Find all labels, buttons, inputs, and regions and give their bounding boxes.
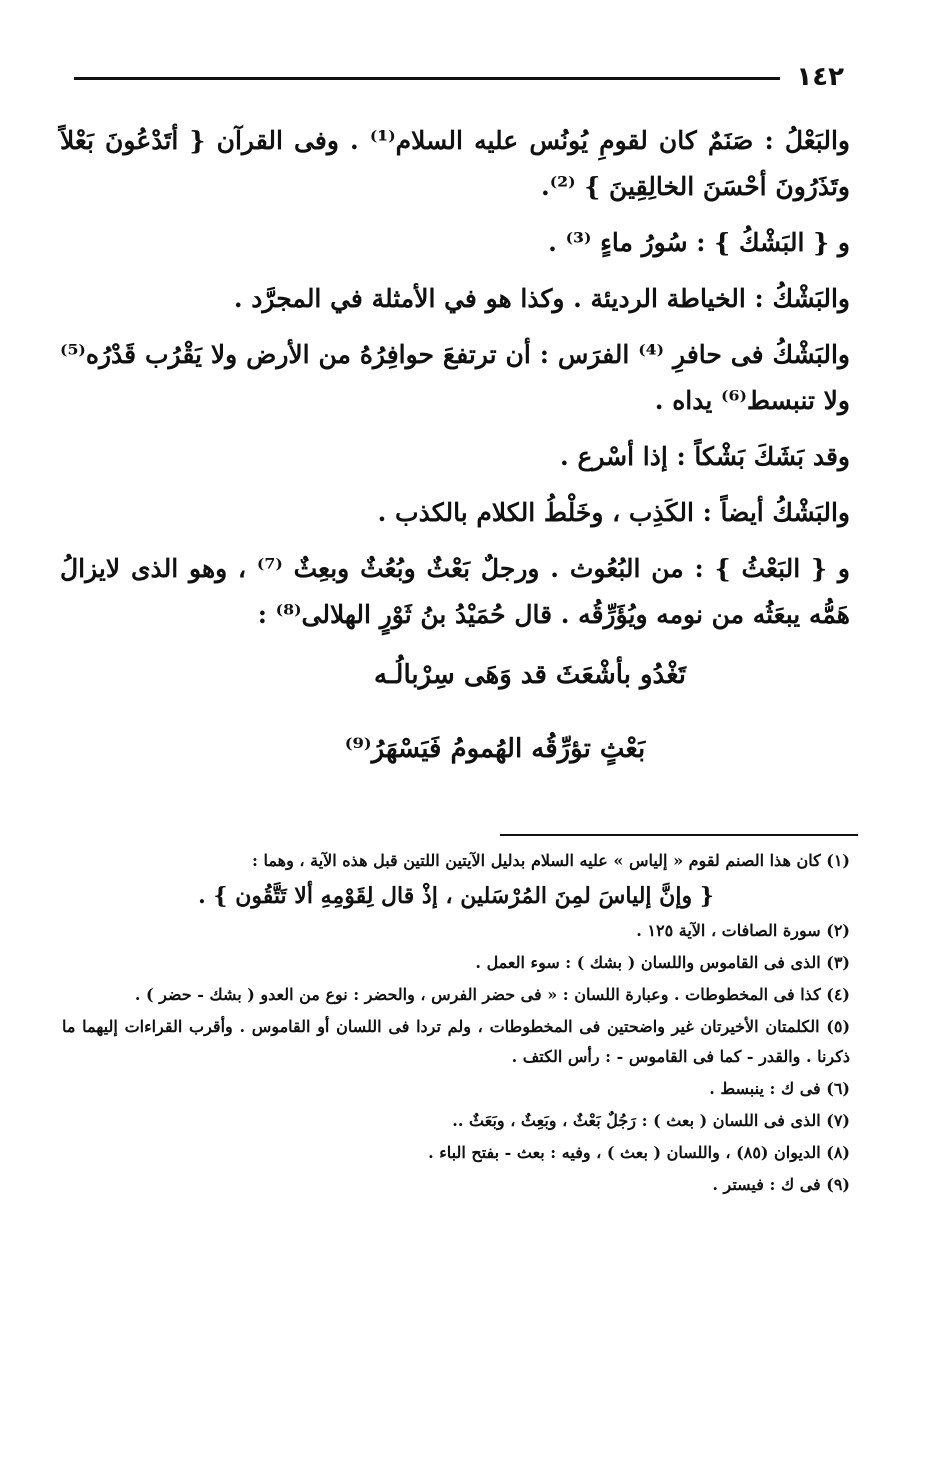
footnote-3: (٣) الذى فى القاموس واللسان ( بشك ) : سوء العمل .: [475, 953, 850, 972]
footnote-8: (٨) الديوان (٨٥) ، واللسان ( بعث ) ، وفيه : بعث - بفتح الباء .: [428, 1143, 850, 1162]
main-text: [60, 118, 850, 794]
paragraph-bashk-hoof: والبَشْكُ فى حافرِ ⁽⁴⁾ الفرَس : أن ترتفعَ حوافِرُهُ من الأرض ولا يَقْرُب قَدْرُه⁽⁵⁾ ولا تنبسط⁽⁶⁾ يداه .: [60, 340, 851, 415]
header-rule: [74, 77, 780, 80]
footnote-5: (٥) الكلمتان الأخيرتان غير واضحتين فى المخطوطات ، ولم تردا فى اللسان أو القاموس . وأقرب القراءات إليهما ما ذكرنا . والقدر - كما فى القاموس - : رأس الكتف .: [62, 1017, 851, 1066]
footnote-7: (٧) الذى فى اللسان ( بعث ) : رَجُلٌ بَعْثٌ ، وبَعِثٌ ، وبَعَثٌ ..: [452, 1111, 850, 1130]
paragraph-baath: و { البَعْثُ } : من البُعُوث . ورجلٌ بَعْثٌ وبُعُثٌ وبعِثٌ ⁽⁷⁾ ، وهو الذى لايزالُ هَمُّه يبعَثُه من نومه ويُؤَرِّقُه . قال حُمَيْدُ بنُ ثَوْرٍ الهلالى⁽⁸⁾ :: [60, 554, 850, 629]
verse-line-2: بَعْثٍ تؤرِّقُه الهُمومُ فَيَسْهَرُ⁽⁹⁾: [344, 734, 646, 764]
paragraph-bashk-sewing: والبَشْكُ : الخياطة الرديئة . وكذا هو في الأمثلة في المجرَّد .: [233, 284, 850, 313]
paragraph-baal: والبَعْلُ : صَنَمٌ كان لقومِ يُونُس عليه السلام⁽¹⁾ . وفى القرآن { أتَدْعُونَ بَعْلاً وتَذَرُونَ أحْسَنَ الخالِقِينَ } ⁽²⁾.: [60, 126, 850, 201]
page-number: ١٤٢: [796, 62, 844, 92]
footnote-9: (٩) فى ك : فيستر .: [712, 1175, 850, 1194]
footnote-2: (٢) سورة الصافات ، الآية ١٢٥ .: [636, 921, 850, 940]
footnotes: [62, 846, 850, 1202]
footnote-6: (٦) فى ك : ينبسط .: [709, 1079, 850, 1098]
paragraph-bashk-water: و { البَشْكُ } : سُورُ ماءٍ ⁽³⁾ .: [548, 228, 850, 257]
footnote-1-quote: { وإنَّ إلياسَ لمِنَ المُرْسَلين ، إذْ قال لِقَوْمِهِ ألا تَتَّقُون } .: [198, 883, 714, 909]
page-header: [74, 62, 844, 96]
footnote-1: (١) كان هذا الصنم لقوم « إلياس » عليه السلام بدليل الآيتين اللتين قبل هذه الآية ، وهما :: [252, 851, 850, 870]
paragraph-bashk-speed: وقد بَشَكَ بَشْكاً : إذا أسْرع .: [560, 442, 850, 471]
footnote-4: (٤) كذا فى المخطوطات . وعبارة اللسان : « فى حضر الفرس ، والحضر : نوع من العدو ( بشك - حضر ) .: [134, 985, 850, 1004]
paragraph-bashk-lie: والبَشْكُ أيضاً : الكَذِب ، وخَلْطُ الكلام بالكذب .: [377, 498, 850, 527]
verse-line-1: تَغْدُو بأشْعَثَ قد وَهَى سِرْبالُـه: [374, 660, 686, 690]
footnote-rule: [500, 834, 858, 836]
